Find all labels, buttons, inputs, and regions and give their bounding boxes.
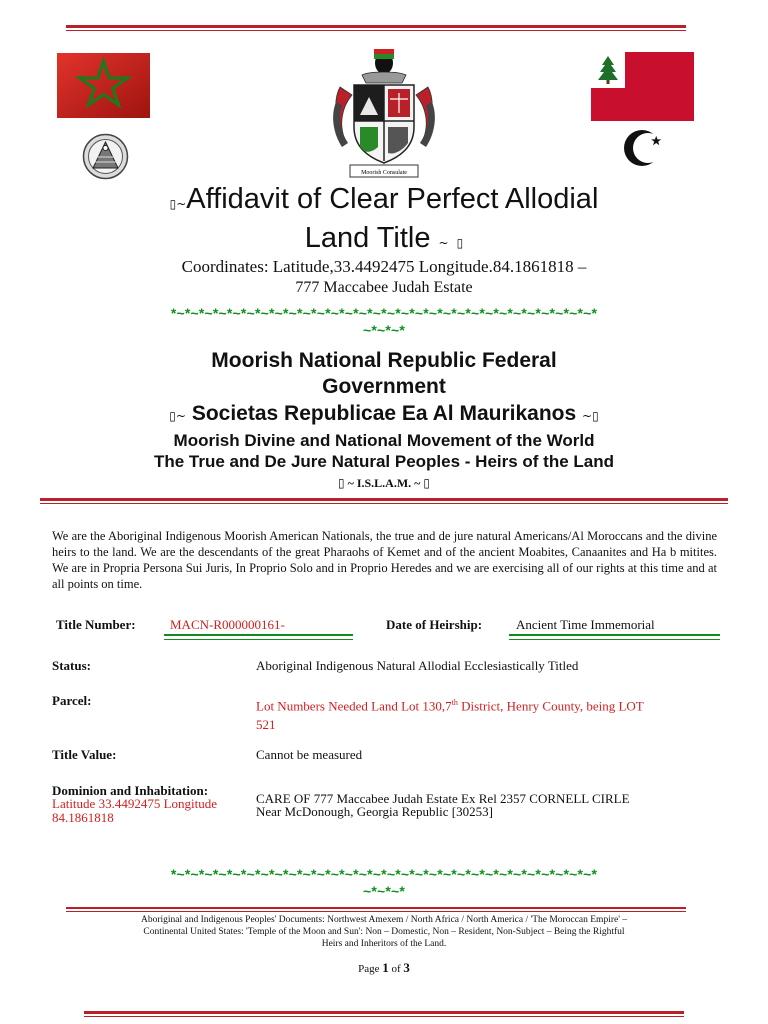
title-line-1: Affidavit of Clear Perfect Allodial: [186, 183, 599, 215]
parcel-sup: th: [451, 698, 458, 707]
bottom-rule: [84, 1011, 684, 1017]
title-value-value: Cannot be measured: [256, 747, 363, 762]
page-current: 1: [382, 960, 389, 975]
glyph-box: ▯: [592, 409, 599, 423]
heirship-value: Ancient Time Immemorial: [516, 617, 655, 632]
title-number-underline: [164, 634, 353, 640]
government-block: [60, 348, 708, 472]
glyph-box: ▯: [423, 476, 431, 490]
parcel-value: [256, 693, 718, 734]
pyramid-seal-icon: [82, 133, 129, 180]
glyph-box: ▯: [456, 236, 464, 250]
dominion-coords-2: 84.1861818: [52, 810, 114, 825]
mid-rule: [40, 498, 728, 504]
title-line-2: Land Title: [304, 222, 431, 254]
star-divider-line: *~*~*~*~*~*~*~*~*~*~*~*~*~*~*~*~*~*~*~*~*~*~*~*~*~*~*~*~*~*~*: [170, 305, 598, 321]
dominion-label: Dominion and Inhabitation:: [52, 783, 209, 798]
glyph-box: ▯: [169, 409, 176, 423]
footer-rule: [66, 907, 686, 912]
heirship-label: Date of Heirship:: [386, 617, 483, 632]
page-word: Page: [358, 963, 380, 975]
page-number: [284, 960, 484, 976]
star-divider-line: *~*~*~*~*~*~*~*~*~*~*~*~*~*~*~*~*~*~*~*~*~*~*~*~*~*~*~*~*~*~*: [170, 866, 598, 882]
status-label: Status:: [52, 658, 92, 673]
title-value-label: Title Value:: [52, 747, 117, 762]
parcel-value-c: 521: [256, 717, 276, 733]
star-divider-top: [40, 305, 728, 338]
gov-line-1: Moorish National Republic Federal: [211, 349, 557, 372]
dominion-value-1: CARE OF 777 Maccabee Judah Estate Ex Rel 2357 CORNELL CIRLE: [256, 791, 630, 806]
document-title: [60, 182, 708, 260]
gov-tilde: ~: [582, 409, 593, 423]
islam-tilde: ~: [347, 476, 354, 490]
glyph-box: ▯: [337, 476, 345, 490]
page-total: 3: [403, 960, 410, 975]
star-divider-short: ~*~*~*: [362, 883, 406, 899]
parcel-value-b: District, Henry County, being LOT: [457, 698, 644, 714]
gov-line-4: Moorish Divine and National Movement of the World: [173, 431, 595, 450]
gov-line-5: The True and De Jure Natural Peoples - Heirs of the Land: [153, 452, 615, 471]
footer-text: [80, 914, 688, 950]
star-divider-bottom: [40, 866, 728, 899]
dominion-value-2: Near McDonough, Georgia Republic [30253]: [256, 804, 493, 819]
intro-paragraph: We are the Aboriginal Indigenous Moorish American Nationals, the true and de jure natural Americans/Al Moroccans and the divine heirs to the land. We are the descendants of the great Pharaohs of Kemet and of the ancient Moabites, Canaanites and Ha b mitites. We are in Propria Persona Sui Juris, In Proprio Solo and in Proprio Heredes and we are exercising all of our rights at this time and at all points on time.: [52, 529, 717, 591]
footer-line-2: Continental United States: 'Temple of the Moon and Sun': Non – Domestic, Non – Resident, Non-Subject – Being the Rightful: [143, 927, 625, 937]
glyph-box: ▯: [169, 197, 177, 211]
heirship-underline: [509, 634, 720, 640]
crescent-star-icon: [620, 127, 670, 169]
gov-line-3: Societas Republicae Ea Al Maurikanos: [191, 402, 577, 425]
parcel-value-a: Lot Numbers Needed Land Lot 130,7: [256, 698, 452, 714]
top-rule: [66, 25, 686, 31]
dominion-value: [256, 792, 718, 818]
coat-of-arms-icon: [330, 47, 438, 180]
title-prefix: ~: [176, 197, 187, 211]
islam-line: [60, 476, 708, 491]
coordinates-line: Coordinates: Latitude,33.4492475 Longitude.84.1861818 –: [181, 257, 587, 276]
parcel-label: Parcel:: [52, 693, 92, 708]
title-number-label: Title Number:: [56, 617, 136, 632]
islam-tilde: ~: [414, 476, 421, 490]
footer-line-3: Heirs and Inheritors of the Land.: [321, 939, 447, 949]
star-divider-short: ~*~*~*: [362, 322, 406, 338]
dominion-coords-1: Latitude 33.4492475 Longitude: [52, 796, 218, 811]
gov-tilde: ~: [175, 409, 186, 423]
gov-line-2: Government: [322, 375, 446, 398]
title-number-value: MACN-R000000161-: [170, 617, 285, 632]
morocco-flag: [57, 53, 150, 118]
footer-line-1: Aboriginal and Indigenous Peoples' Documents: Northwest Amexem / North Africa / North America / 'The Moroccan Empire' –: [140, 915, 628, 925]
title-suffix: ~: [438, 236, 449, 250]
moorish-flag: [591, 52, 694, 121]
of-word: of: [391, 963, 401, 975]
dominion-coords: [52, 797, 217, 825]
islam-text: I.S.L.A.M.: [356, 476, 412, 490]
coordinates: [60, 256, 708, 298]
estate-line: 777 Maccabee Judah Estate: [295, 279, 473, 296]
stamp-label: Moorish Consulate: [361, 170, 407, 176]
status-value: Aboriginal Indigenous Natural Allodial Ecclesiastically Titled: [256, 658, 579, 673]
